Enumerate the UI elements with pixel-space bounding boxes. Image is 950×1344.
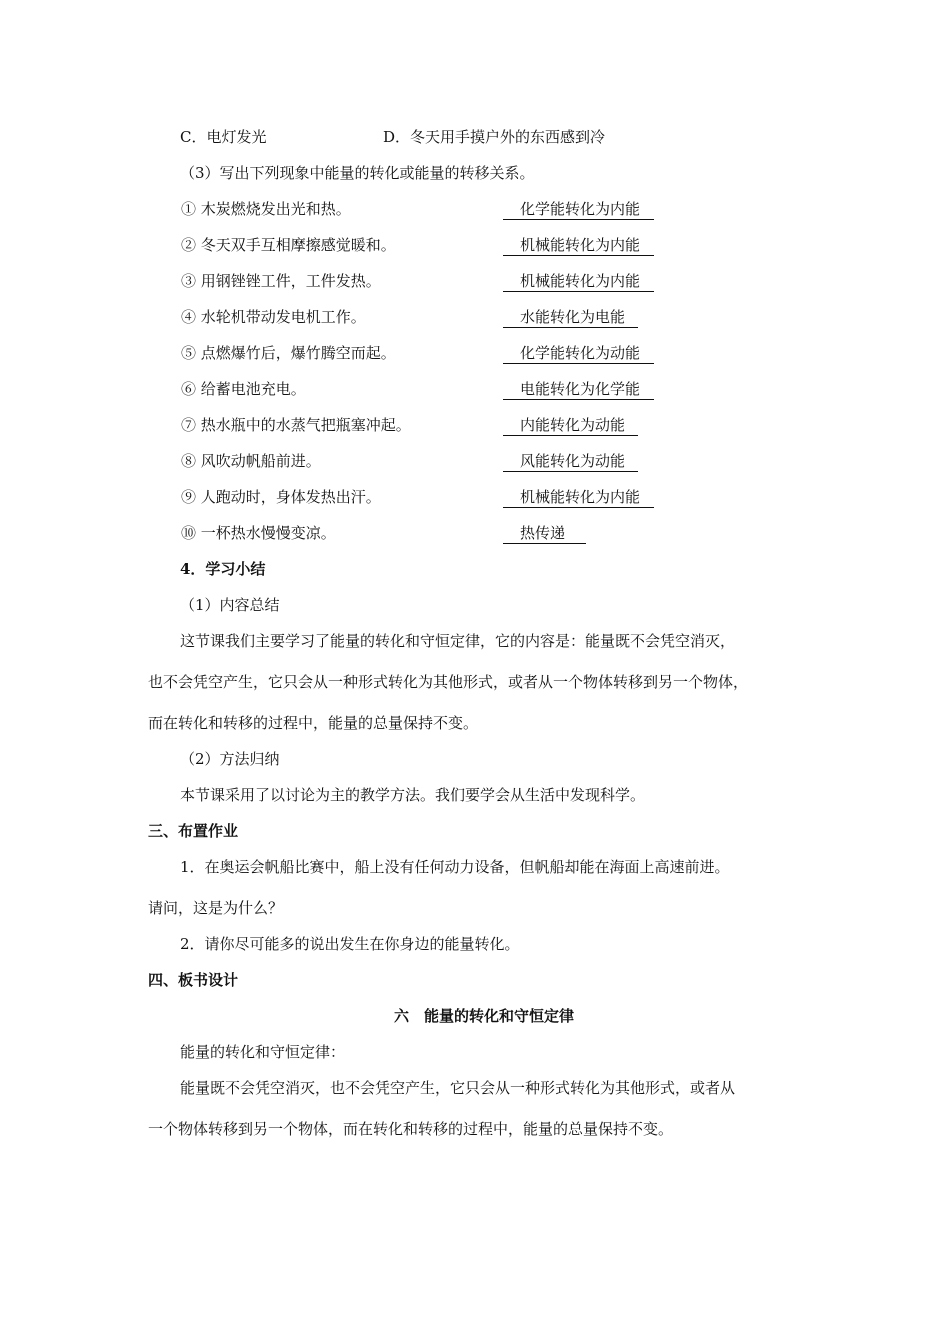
option-c: C．电灯发光: [180, 128, 267, 146]
answer-blank: 风能转化为动能: [503, 451, 638, 472]
phenomenon-item: ③ 用钢锉锉工件，工件发热。: [181, 272, 381, 290]
summary-sub1: （1）内容总结: [180, 596, 280, 614]
board-heading: 四、板书设计: [148, 971, 239, 989]
answer-blank: 化学能转化为内能: [503, 199, 654, 220]
phenomenon-item: ④ 水轮机带动发电机工作。: [181, 308, 366, 326]
answer-blank: 机械能转化为内能: [503, 271, 654, 292]
phenomenon-item: ⑤ 点燃爆竹后，爆竹腾空而起。: [181, 344, 396, 362]
question-3-title: （3）写出下列现象中能量的转化或能量的转移关系。: [180, 164, 535, 182]
phenomenon-item: ② 冬天双手互相摩擦感觉暖和。: [181, 236, 396, 254]
board-paragraph-line: 能量既不会凭空消灭，也不会凭空产生，它只会从一种形式转化为其他形式，或者从: [180, 1079, 736, 1097]
phenomenon-item: ⑦ 热水瓶中的水蒸气把瓶塞冲起。: [181, 416, 411, 434]
phenomenon-item: ① 木炭燃烧发出光和热。: [181, 200, 351, 218]
phenomenon-item: ⑧ 风吹动帆船前进。: [181, 452, 321, 470]
summary-method: 本节课采用了以讨论为主的教学方法。我们要学会从生活中发现科学。: [180, 786, 646, 804]
answer-blank: 化学能转化为动能: [503, 343, 654, 364]
homework-q2: 2．请你尽可能多的说出发生在你身边的能量转化。: [180, 935, 520, 953]
board-label: 能量的转化和守恒定律：: [180, 1043, 346, 1061]
phenomenon-item: ⑩ 一杯热水慢慢变凉。: [181, 524, 336, 542]
answer-blank: 热传递: [503, 523, 586, 544]
answer-blank: 机械能转化为内能: [503, 487, 654, 508]
summary-paragraph-line: 也不会凭空产生，它只会从一种形式转化为其他形式，或者从一个物体转移到另一个物体，: [148, 673, 749, 691]
homework-q1-line: 请问，这是为什么？: [148, 899, 284, 917]
option-d: D．冬天用手摸户外的东西感到冷: [383, 128, 606, 146]
homework-heading: 三、布置作业: [148, 822, 239, 840]
phenomenon-item: ⑨ 人跑动时，身体发热出汗。: [181, 488, 381, 506]
summary-heading: 4．学习小结: [180, 560, 266, 578]
homework-q1-line: 1．在奥运会帆船比赛中，船上没有任何动力设备，但帆船却能在海面上高速前进。: [180, 858, 730, 876]
summary-paragraph-line: 而在转化和转移的过程中，能量的总量保持不变。: [148, 714, 479, 732]
answer-blank: 内能转化为动能: [503, 415, 638, 436]
answer-blank: 水能转化为电能: [503, 307, 638, 328]
phenomenon-item: ⑥ 给蓄电池充电。: [181, 380, 306, 398]
board-paragraph-line: 一个物体转移到另一个物体，而在转化和转移的过程中，能量的总量保持不变。: [148, 1120, 674, 1138]
summary-sub2: （2）方法归纳: [180, 750, 280, 768]
summary-paragraph-line: 这节课我们主要学习了能量的转化和守恒定律，它的内容是：能量既不会凭空消灭，: [180, 632, 736, 650]
answer-blank: 机械能转化为内能: [503, 235, 654, 256]
board-title: 六 能量的转化和守恒定律: [394, 1007, 575, 1025]
answer-blank: 电能转化为化学能: [503, 379, 654, 400]
